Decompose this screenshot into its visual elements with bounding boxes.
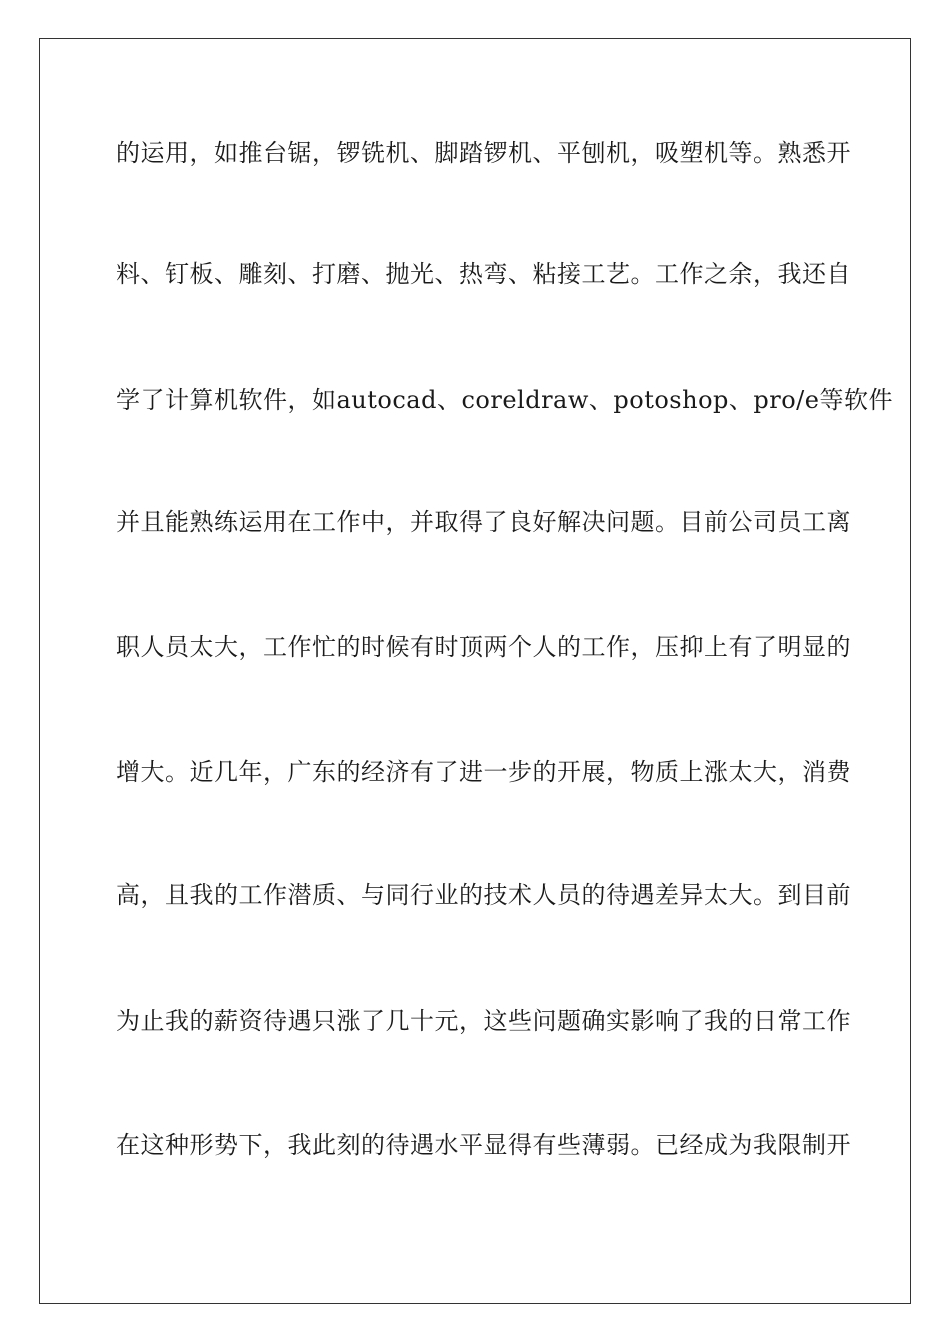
text-line: 并且能熟练运用在工作中，并取得了良好解决问题。目前公司员工离 xyxy=(116,508,851,536)
text-line: 学了计算机软件，如autocad、coreldraw、potoshop、pro/e等软件 xyxy=(116,386,893,414)
text-line: 为止我的薪资待遇只涨了几十元，这些问题确实影响了我的日常工作 xyxy=(116,1007,851,1035)
text-line: 料、钉板、雕刻、打磨、抛光、热弯、粘接工艺。工作之余，我还自 xyxy=(116,260,851,288)
text-line: 的运用，如推台锯，锣铣机、脚踏锣机、平刨机，吸塑机等。熟悉开 xyxy=(116,139,851,167)
text-line: 增大。近几年，广东的经济有了进一步的开展，物质上涨太大，消费 xyxy=(116,758,851,786)
page-frame xyxy=(39,38,911,1304)
text-line: 在这种形势下，我此刻的待遇水平显得有些薄弱。已经成为我限制开 xyxy=(116,1131,851,1159)
text-line: 高，且我的工作潜质、与同行业的技术人员的待遇差异太大。到目前 xyxy=(116,881,851,909)
text-line: 职人员太大，工作忙的时候有时顶两个人的工作，压抑上有了明显的 xyxy=(116,633,851,661)
